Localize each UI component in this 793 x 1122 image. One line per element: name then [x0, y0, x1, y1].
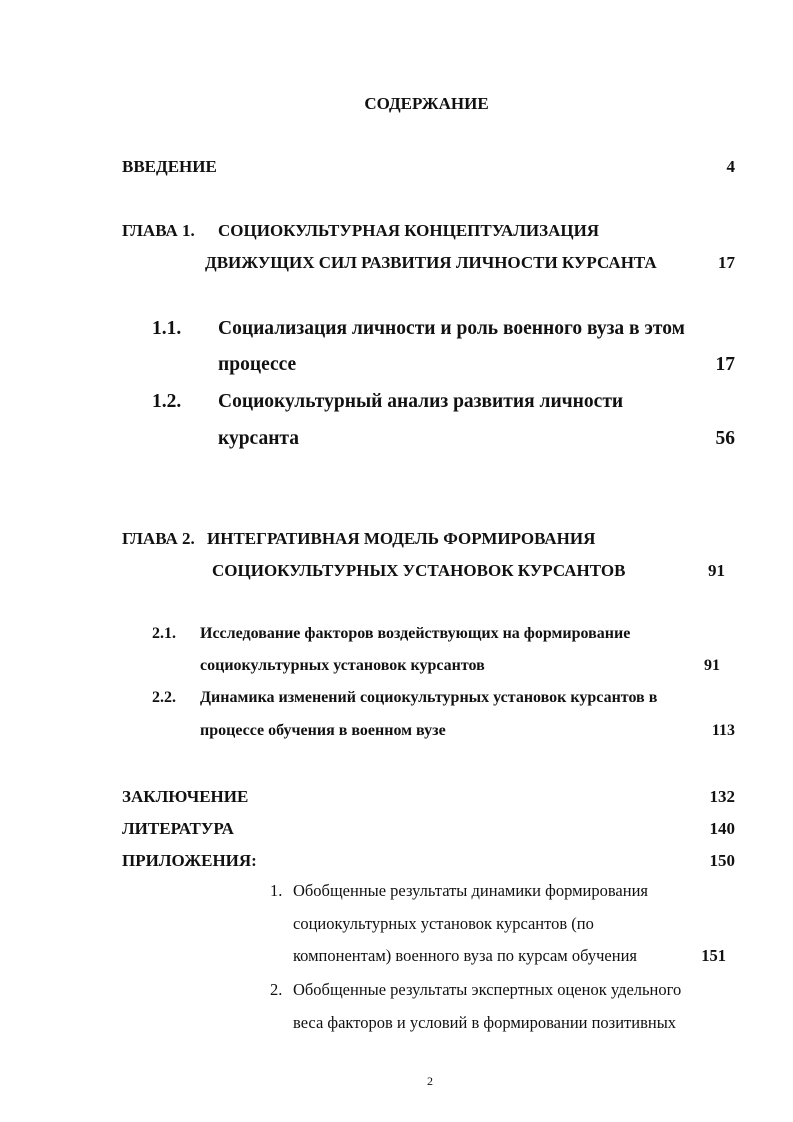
toc-appendices-page: 150 [709, 851, 735, 870]
toc-conclusion-label: ЗАКЛЮЧЕНИЕ [122, 787, 249, 806]
section-1-2-title-line2: курсанта [218, 428, 299, 449]
toc-intro-page: 4 [726, 157, 735, 176]
chapter1-number: ГЛАВА 1. [122, 221, 195, 240]
section-1-1-title-line2: процессе [218, 354, 297, 375]
appendix-1-title-line1: Обобщенные результаты динамики формирования [293, 881, 648, 900]
section-2-2-number: 2.2. [152, 689, 176, 706]
section-2-2-title-line2: процессе обучения в военном вузе [200, 722, 446, 739]
chapter2-page: 91 [708, 561, 725, 580]
toc-appendices-label: ПРИЛОЖЕНИЯ: [122, 851, 257, 870]
page-title: СОДЕРЖАНИЕ [364, 94, 489, 113]
section-2-1-title-line2: социокультурных установок курсантов [200, 657, 485, 674]
toc-conclusion-page: 132 [709, 787, 735, 806]
section-1-2-title-line1: Социокультурный анализ развития личности [218, 391, 624, 412]
appendix-1-page: 151 [701, 946, 726, 965]
section-1-2-page: 56 [715, 428, 735, 449]
section-1-2-number: 1.2. [152, 391, 182, 412]
toc-literature-page: 140 [709, 819, 735, 838]
section-1-1-title-line1: Социализация личности и роль военного вуза в этом [218, 318, 685, 339]
appendix-2-title-line2: веса факторов и условий в формировании позитивных [293, 1013, 677, 1032]
section-2-1-title-line1: Исследование факторов воздействующих на формирование [200, 625, 631, 642]
appendix-1-number: 1. [270, 881, 283, 900]
chapter1-title-line1: СОЦИОКУЛЬТУРНАЯ КОНЦЕПТУАЛИЗАЦИЯ [218, 221, 600, 240]
section-2-2-page: 113 [711, 722, 735, 739]
section-2-2-title-line1: Динамика изменений социокультурных установок курсантов в [200, 689, 658, 706]
toc-literature-label: ЛИТЕРАТУРА [122, 819, 234, 838]
section-2-1-page: 91 [704, 657, 720, 674]
section-1-1-number: 1.1. [152, 318, 182, 339]
chapter2-title-line2: СОЦИОКУЛЬТУРНЫХ УСТАНОВОК КУРСАНТОВ [212, 561, 626, 580]
toc-intro-label: ВВЕДЕНИЕ [122, 157, 217, 176]
appendix-2-title-line1: Обобщенные результаты экспертных оценок удельного [293, 980, 682, 999]
page-number: 2 [427, 1074, 433, 1088]
chapter1-title-line2: ДВИЖУЩИХ СИЛ РАЗВИТИЯ ЛИЧНОСТИ КУРСАНТА [205, 253, 657, 272]
appendix-2-number: 2. [270, 980, 283, 999]
chapter1-page: 17 [718, 253, 735, 272]
appendix-1-title-line3: компонентам) военного вуза по курсам обучения [293, 946, 637, 965]
appendix-1-title-line2: социокультурных установок курсантов (по [293, 914, 594, 933]
section-1-1-page: 17 [715, 354, 735, 375]
chapter2-number: ГЛАВА 2. [122, 529, 195, 548]
chapter2-title-line1: ИНТЕГРАТИВНАЯ МОДЕЛЬ ФОРМИРОВАНИЯ [207, 529, 596, 548]
section-2-1-number: 2.1. [152, 625, 176, 642]
